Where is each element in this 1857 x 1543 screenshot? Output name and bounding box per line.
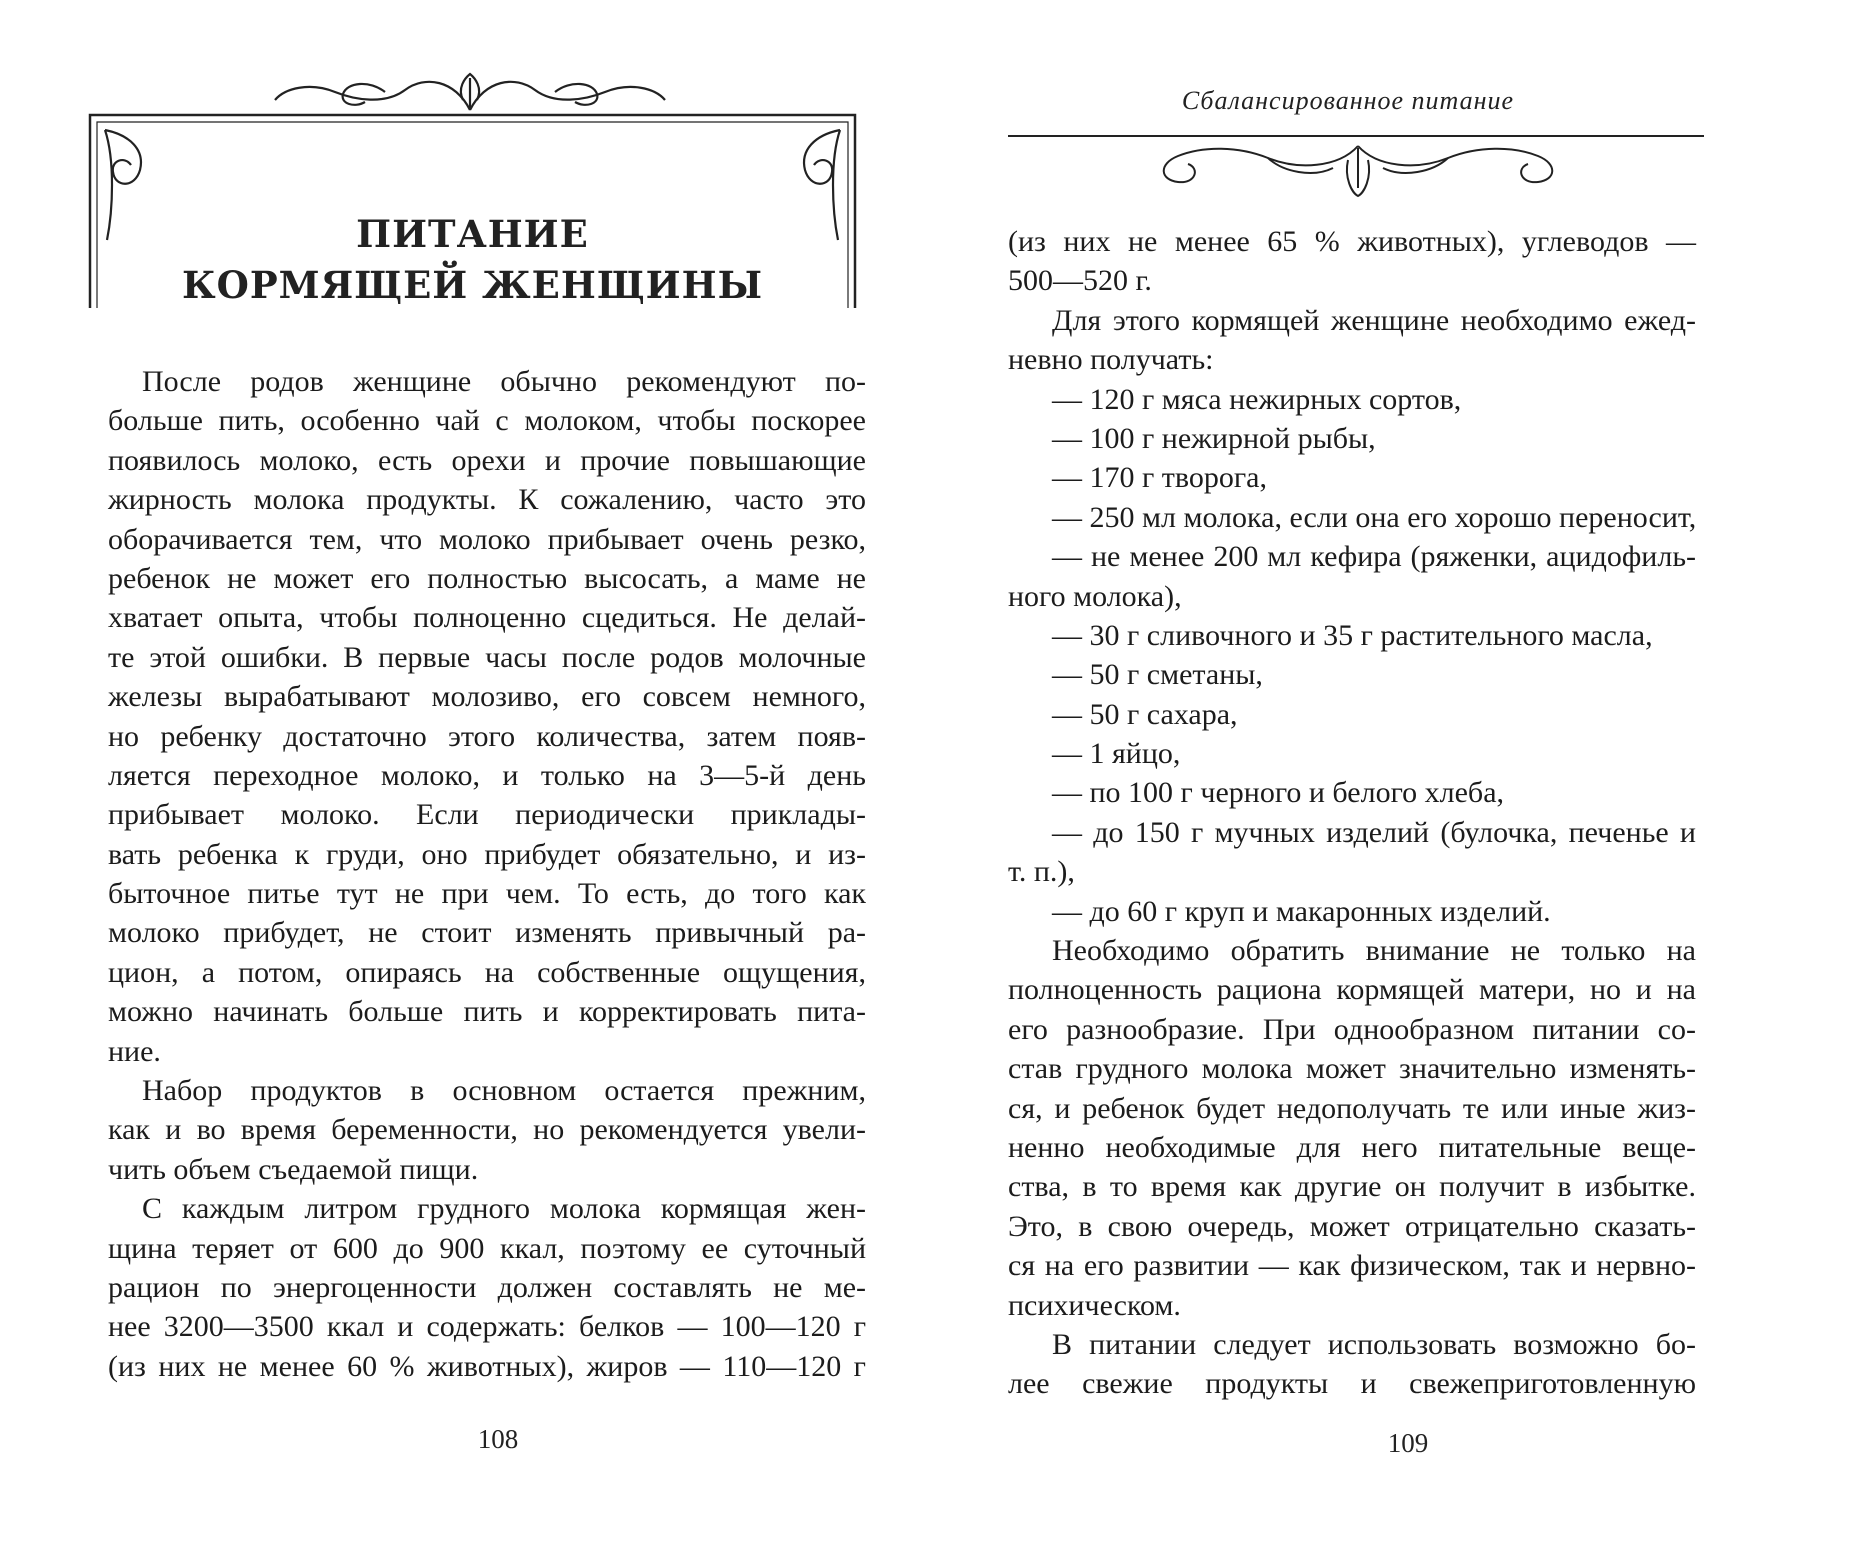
- text-line: Набор продуктов в основном остается прежним,: [142, 1074, 866, 1108]
- list-item: — 50 г сахара,: [1052, 697, 1238, 731]
- text-line: Необходимо обратить внимание не только на: [1052, 934, 1696, 968]
- text-line: жирность молока продукты. К сожалению, часто это: [108, 483, 866, 517]
- paragraph-continued: [1008, 222, 1696, 301]
- chapter-title-line-1: ПИТАНИЕ: [356, 212, 589, 256]
- text-line: ненно необходимые для него питательные веще-: [1008, 1130, 1696, 1164]
- list-item: — 50 г сметаны,: [1052, 658, 1263, 692]
- paragraph-energy: [108, 1189, 866, 1386]
- text-line: больше пить, особенно чай с молоком, чтобы поскорее: [108, 404, 866, 438]
- text-line: его разнообразие. При однообразном питании со-: [1008, 1012, 1696, 1046]
- paragraph-variety: [1008, 931, 1696, 1325]
- page-number-left: 108: [477, 1424, 519, 1454]
- right-page: [928, 0, 1857, 1543]
- list-item: — 250 мл молока, если она его хорошо переносит,: [1052, 500, 1697, 534]
- list-item: — 1 яйцо,: [1052, 737, 1181, 771]
- running-head-ornament: [1148, 138, 1568, 208]
- text-line: ние.: [108, 1034, 161, 1068]
- list-item: — 120 г мяса нежирных сортов,: [1052, 382, 1462, 416]
- text-line: молоко прибудет, не стоит изменять привычный ра-: [108, 916, 866, 950]
- text-line: прибывает молоко. Если периодически приклады-: [108, 798, 866, 832]
- list-item: — 100 г нежирной рыбы,: [1052, 421, 1376, 455]
- list-item: — 30 г сливочного и 35 г растительного масла,: [1052, 618, 1653, 652]
- text-line: цион, а потом, опираясь на собственные ощущения,: [108, 955, 866, 989]
- text-line: хватает опыта, чтобы полноценно сцедиться. Не делай-: [108, 601, 866, 635]
- right-body-text: [1008, 222, 1696, 1404]
- running-head-rule: [1008, 135, 1704, 137]
- chapter-title-line-2: КОРМЯЩЕЙ ЖЕНЩИНЫ: [181, 263, 764, 307]
- text-line: ства, в то время как другие он получит в избытке.: [1008, 1170, 1696, 1204]
- text-line: 500—520 г.: [1008, 264, 1152, 298]
- text-line: ся на его развитии — как физическом, так и нервно-: [1008, 1249, 1696, 1283]
- text-line: В питании следует использовать возможно бо-: [1052, 1327, 1696, 1361]
- text-line: нее 3200—3500 ккал и содержать: белков — 100—120 г: [108, 1310, 866, 1344]
- text-line: щина теряет от 600 до 900 ккал, поэтому ее суточный: [108, 1231, 866, 1265]
- text-line: но ребенку достаточно этого количества, затем появ-: [108, 719, 866, 753]
- list-item: — до 150 г мучных изделий (булочка, печенье и: [1052, 815, 1696, 849]
- text-line: ся, и ребенок будет недополучать те или иные жиз-: [1008, 1091, 1696, 1125]
- paragraph-daily-need: [1008, 301, 1696, 380]
- text-line: (из них не менее 65 % животных), углеводов —: [1008, 225, 1696, 258]
- page-number-right: 109: [1387, 1428, 1429, 1458]
- paragraph-fresh-products: [1008, 1325, 1696, 1404]
- text-line: чить объем съедаемой пищи.: [108, 1152, 479, 1186]
- text-line: можно начинать больше пить и корректировать пита-: [108, 995, 866, 1029]
- list-item: — не менее 200 мл кефира (ряженки, ацидофиль-: [1052, 540, 1696, 574]
- running-head: Сбалансированное питание: [1181, 86, 1515, 115]
- text-line: вать ребенка к груди, оно прибудет обязательно, и из-: [108, 837, 866, 871]
- text-line: те этой ошибки. В первые часы после родов молочные: [108, 640, 866, 674]
- text-line: полноценность рациона кормящей матери, но и на: [1008, 973, 1696, 1007]
- left-page: [0, 0, 928, 1543]
- list-item: — по 100 г черного и белого хлеба,: [1052, 776, 1505, 810]
- text-line: как и во время беременности, но рекомендуется увели-: [108, 1113, 866, 1147]
- text-line: ребенок не может его полностью высосать, а маме не: [108, 561, 866, 595]
- list-item: ного молока),: [1008, 579, 1182, 613]
- text-line: ляется переходное молоко, и только на 3—5-й день: [108, 758, 866, 792]
- text-line: железы вырабатывают молозиво, его совсем немного,: [108, 680, 866, 714]
- text-line: С каждым литром грудного молока кормящая жен-: [142, 1192, 866, 1226]
- list-item: т. п.),: [1008, 855, 1075, 889]
- text-line: (из них не менее 60 % животных), жиров — 110—120 г: [108, 1349, 866, 1383]
- list-item: — до 60 г круп и макаронных изделий.: [1052, 894, 1551, 928]
- text-line: став грудного молока может значительно изменять-: [1008, 1052, 1696, 1086]
- text-line: После родов женщине обычно рекомендуют по-: [142, 365, 866, 398]
- text-line: Для этого кормящей женщине необходимо ежед-: [1052, 303, 1696, 337]
- text-line: быточное питье тут не при чем. То есть, до того как: [108, 877, 866, 911]
- text-line: Это, в свою очередь, может отрицательно сказать-: [1008, 1209, 1696, 1243]
- text-line: психическом.: [1008, 1288, 1181, 1322]
- left-body-text: [108, 362, 866, 1386]
- text-line: лее свежие продукты и свежеприготовленную: [1008, 1367, 1696, 1401]
- list-item: — 170 г творога,: [1052, 461, 1267, 495]
- text-line: оборачивается тем, что молоко прибывает очень резко,: [108, 522, 866, 556]
- food-list: [1008, 380, 1696, 931]
- text-line: невно получать:: [1008, 343, 1214, 377]
- paragraph-postpartum: [108, 362, 866, 1071]
- paragraph-product-set: [108, 1071, 866, 1189]
- text-line: рацион по энергоценности должен составлять не ме-: [108, 1270, 866, 1304]
- text-line: появилось молоко, есть орехи и прочие повышающие: [108, 443, 866, 477]
